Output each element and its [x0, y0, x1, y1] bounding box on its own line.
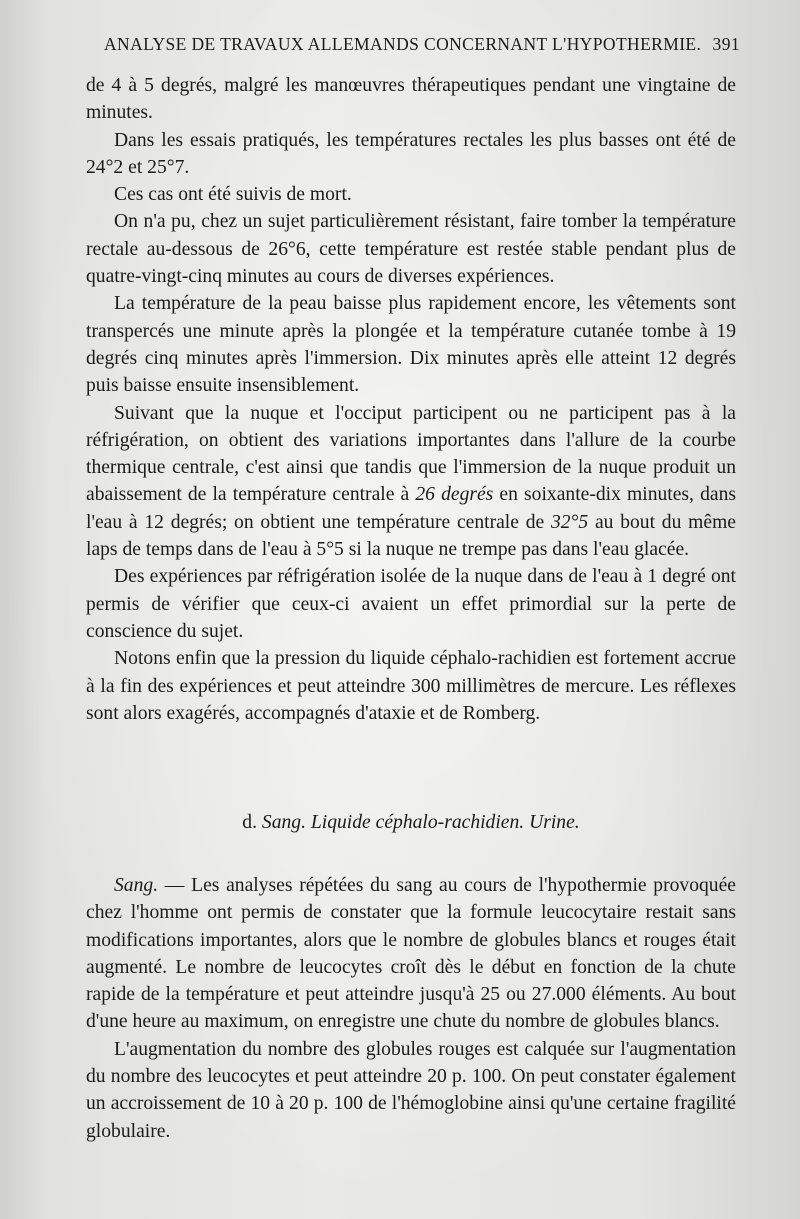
section-heading	[86, 812, 736, 834]
paragraph: La température de la peau baisse plus rapidement encore, les vêtements sont transpercés une minute après la plongée et la température cutanée tombe à 19 degrés cinq minutes après l'immersion. Dix minutes après elle atteint 12 degrés puis baisse ensuite insensiblement.	[86, 293, 736, 397]
section-text	[86, 872, 736, 1145]
paragraph	[86, 872, 736, 1036]
text-run: en soixante-dix minutes, dans l'eau à 12 degrés; on obtient une température centrale de	[86, 484, 736, 533]
main-text	[86, 72, 736, 727]
text-run: — Les analyses répétées du sang au cours de l'hypothermie provoquée chez l'homme ont permis de constater que la formule leucocytaire restait sans modifications importantes, alors que le nombre de globules blancs et rouges était augmenté. Le nombre de leucocytes croît dès le début en fonction de la chute rapide de la température et peut atteindre jusqu'à 25 ou 27.000 éléments. Au bout d'une heure au maximum, on enregistre une chute du nombre de globules blancs.	[86, 875, 736, 1033]
paragraph: Dans les essais pratiqués, les températures rectales les plus basses ont été de 24°2 et 25°7.	[86, 129, 736, 178]
paragraph: de 4 à 5 degrés, malgré les manœuvres thérapeutiques pendant une vingtaine de minutes.	[86, 75, 736, 124]
italic-run: 32°5	[550, 511, 589, 533]
running-header	[104, 34, 740, 55]
paragraph	[86, 400, 736, 564]
paragraph: Ces cas ont été suivis de mort.	[114, 184, 352, 206]
page-number: 391	[712, 34, 740, 54]
text-run: au bout du même laps de temps dans de l'eau à 5°5 si la nuque ne trempe pas dans l'eau glacée.	[86, 511, 737, 561]
text-run: Suivant que la nuque et l'occiput participent ou ne participent pas à la réfrigération, on obtient des variations importantes dans l'allure de la courbe thermique centrale, c'est ainsi que tandis que l'immersion de la nuque produit un abaissement de la température centrale à	[86, 402, 736, 506]
running-title: ANALYSE DE TRAVAUX ALLEMANDS CONCERNANT L'HYPOTHERMIE.	[104, 34, 702, 54]
paragraph-lead: Sang.	[114, 875, 159, 896]
paragraph: On n'a pu, chez un sujet particulièrement résistant, faire tomber la température rectale au-dessous de 26°6, cette température est restée stable pendant plus de quatre-vingt-cinq minutes au cours de diverses expériences.	[86, 211, 736, 288]
italic-run: 26 degrés	[415, 484, 494, 506]
paragraph: Notons enfin que la pression du liquide céphalo-rachidien est fortement accrue à la fin des expériences et peut atteindre 300 millimètres de mercure. Les réflexes sont alors exagérés, accompagnés d'ataxie et de Romberg.	[86, 648, 736, 724]
section-label: d.	[242, 812, 262, 833]
paragraph: Des expériences par réfrigération isolée de la nuque dans de l'eau à 1 degré ont permis de vérifier que ceux-ci avaient un effet primordial sur la perte de conscience du sujet.	[86, 566, 736, 642]
paragraph: L'augmentation du nombre des globules rouges est calquée sur l'augmentation du nombre des leucocytes et peut atteindre 20 p. 100. On peut constater également un accroissement de 10 à 20 p. 100 de l'hémoglobine ainsi qu'une certaine fragilité globulaire.	[86, 1038, 736, 1142]
section-title: Sang. Liquide céphalo-rachidien. Urine.	[261, 812, 580, 833]
